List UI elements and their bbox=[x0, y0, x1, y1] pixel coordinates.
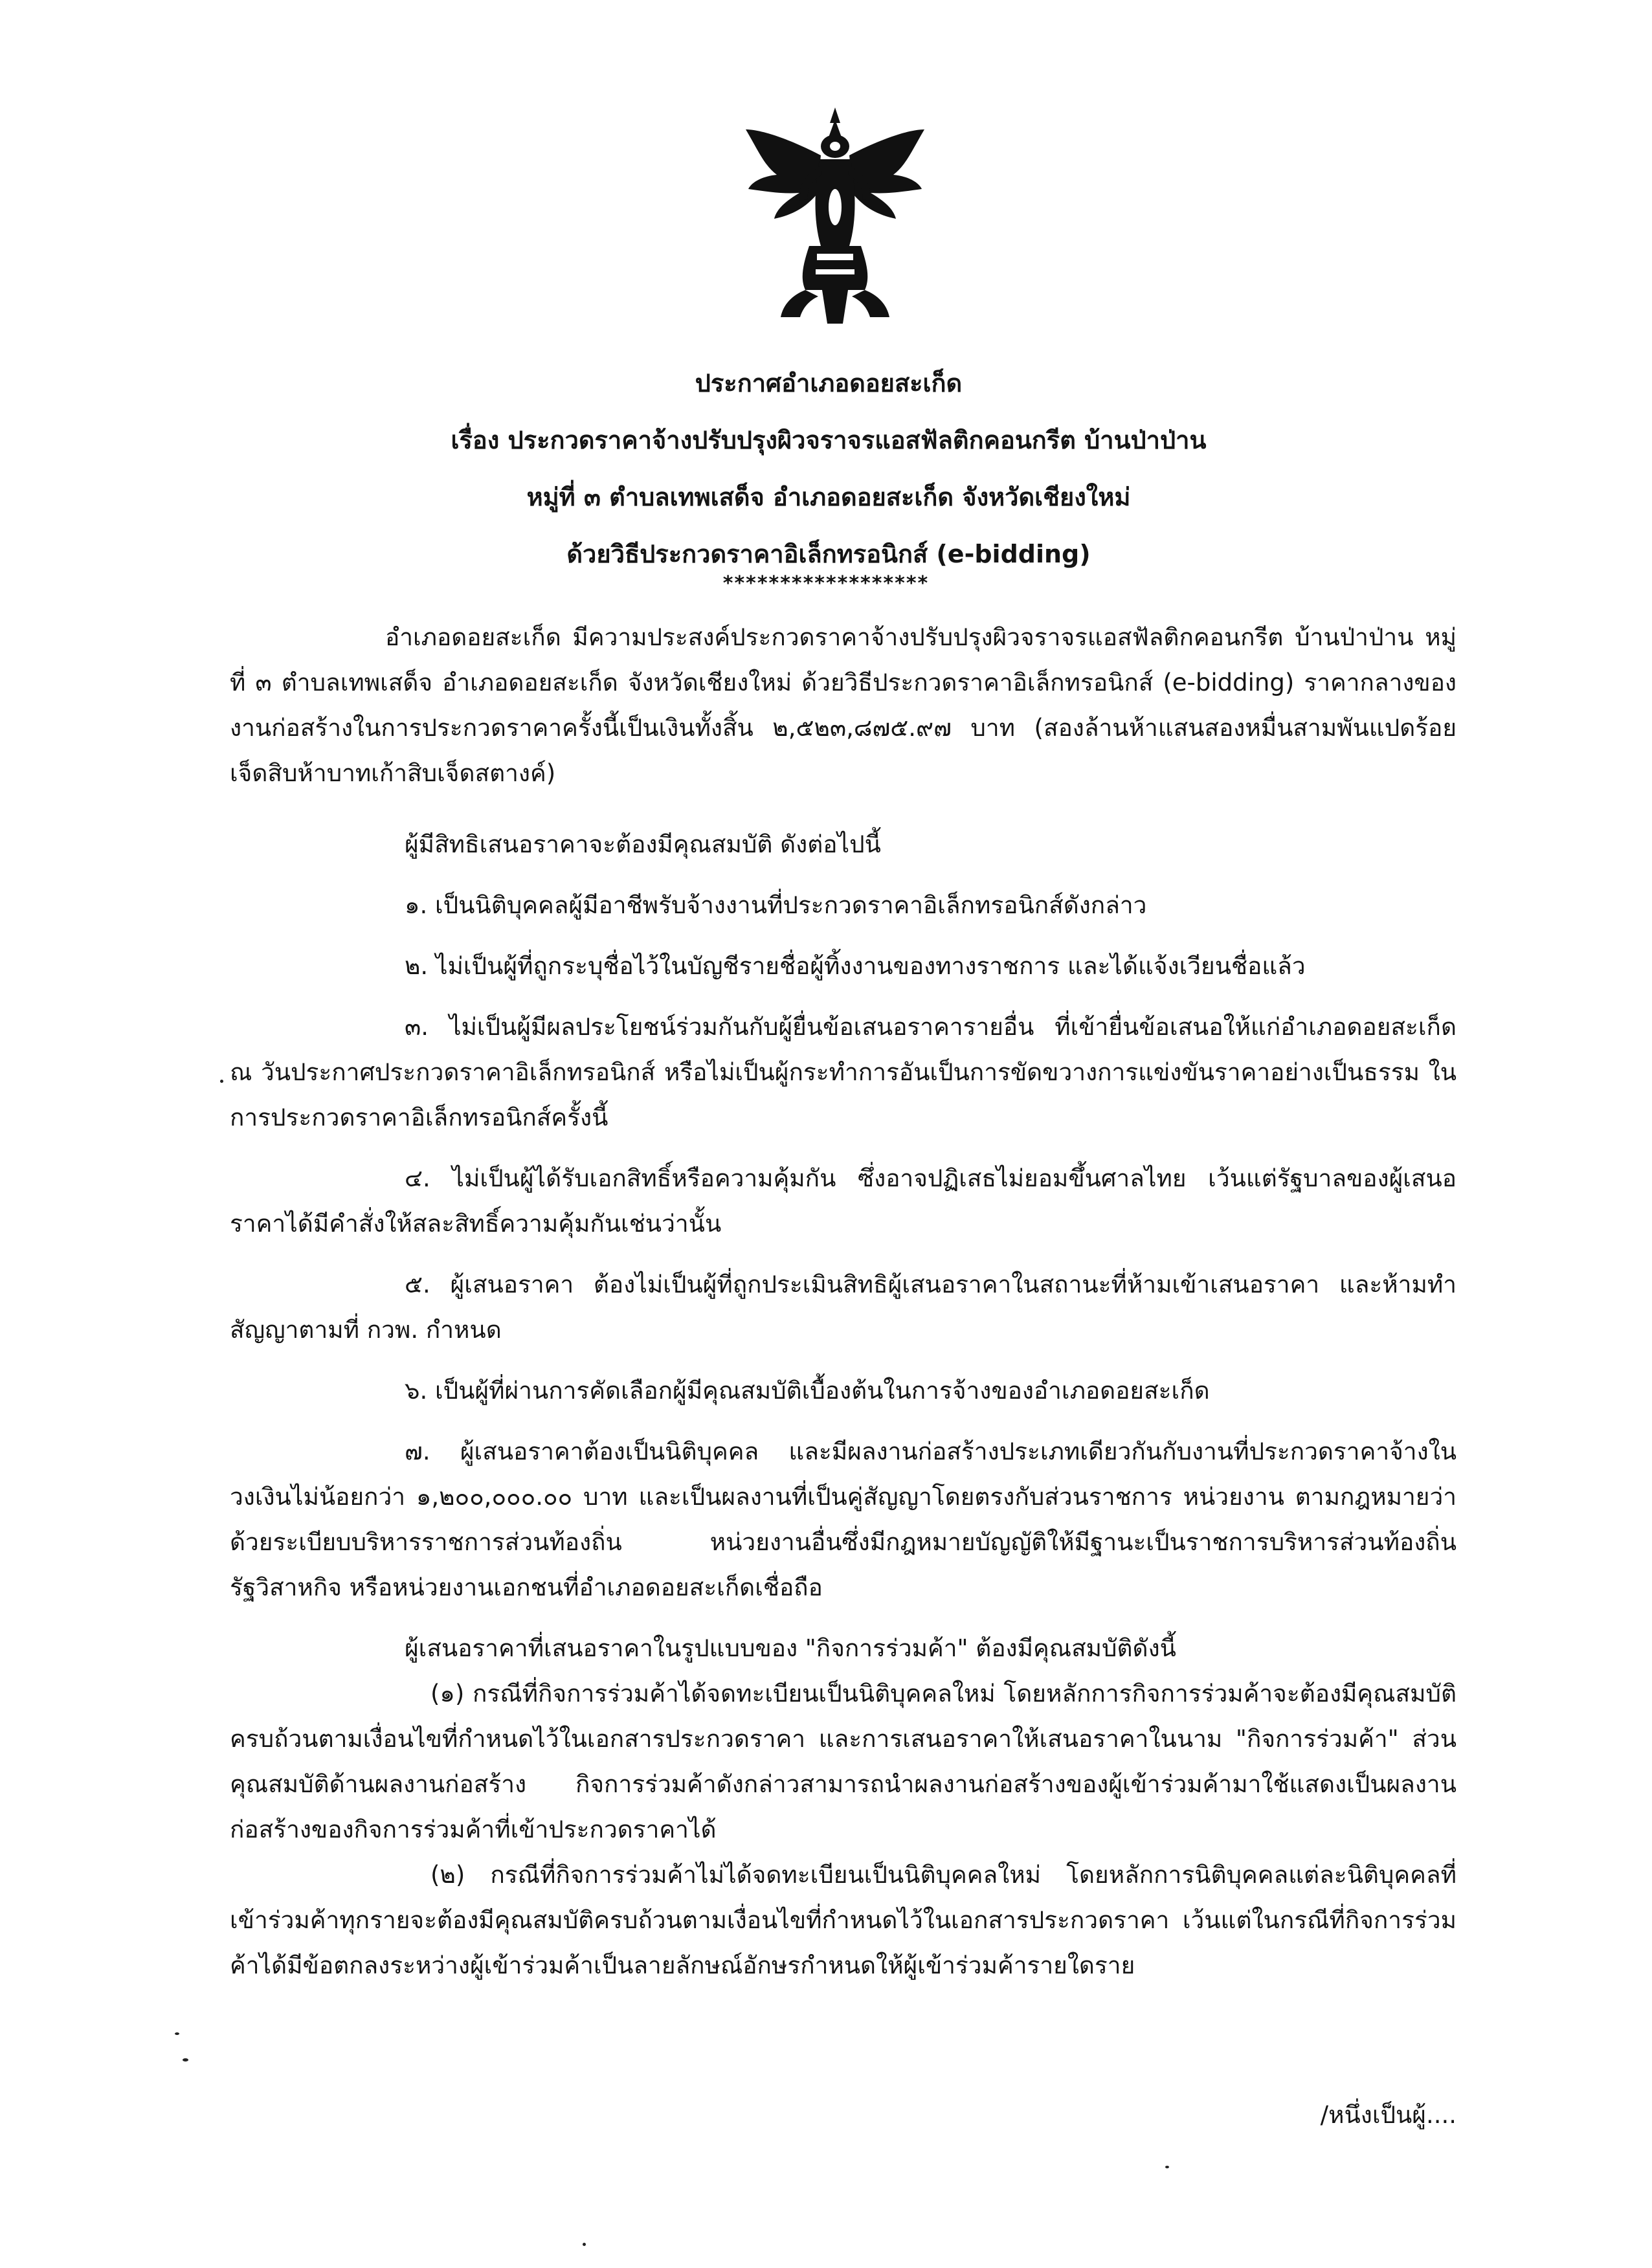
heading-line-method: ด้วยวิธีประกวดราคาอิเล็กทรอนิกส์ (e-bidding) bbox=[566, 540, 1091, 568]
separator-stars: ****************** bbox=[722, 572, 930, 595]
qualification-item: ๔. ไม่เป็นผู้ได้รับเอกสิทธิ์หรือความคุ้มกัน ซึ่งอาจปฏิเสธไม่ยอมขึ้นศาลไทย เว้นแต่รัฐบาลของผู้เสนอราคาได้มีคำสั่งให้สละสิทธิ์ความคุ้มกันเช่นว่านั้น bbox=[230, 1164, 1457, 1238]
heading-line-subject: เรื่อง ประกวดราคาจ้างปรับปรุงผิวจราจรแอสฟัลติกคอนกรีต บ้านป่าป่าน bbox=[451, 426, 1207, 454]
qualification-item: ๗. ผู้เสนอราคาต้องเป็นนิติบุคคล และมีผลงานก่อสร้างประเภทเดียวกันกับงานที่ประกวดราคาจ้างในวงเงินไม่น้อยกว่า ๑,๒๐๐,๐๐๐.๐๐ บาท และเป็นผลงานที่เป็นคู่สัญญาโดยตรงกับส่วนราชการ หน่วยงาน ตามกฎหมายว่าด้วยระเบียบบริหารราชการส่วนท้องถิ่น หน่วยงานอื่นซึ่งมีกฎหมายบัญญัติให้มีฐานะเป็นราชการบริหารส่วนท้องถิ่น รัฐวิสาหกิจ หรือหน่วยงานเอกชนที่อำเภอดอยสะเก็ดเชื่อถือ bbox=[230, 1438, 1457, 1601]
document-body bbox=[230, 615, 1457, 1988]
joint-venture-intro: ผู้เสนอราคาที่เสนอราคาในรูปแบบของ "กิจการร่วมค้า" ต้องมีคุณสมบัติดังนี้ bbox=[405, 1634, 1176, 1662]
page-continuation: /หนึ่งเป็นผู้.... bbox=[1320, 2101, 1457, 2129]
qualification-item: ๓. ไม่เป็นผู้มีผลประโยชน์ร่วมกันกับผู้ยื่นข้อเสนอราคารายอื่น ที่เข้ายื่นข้อเสนอให้แก่อำเภอดอยสะเก็ด ณ วันประกาศประกวดราคาอิเล็กทรอนิกส์ หรือไม่เป็นผู้กระทำการอันเป็นการขัดขวางการแข่งขันราคาอย่างเป็นธรรม ในการประกวดราคาอิเล็กทรอนิกส์ครั้งนี้ bbox=[230, 1013, 1457, 1131]
document-heading bbox=[194, 355, 1463, 583]
heading-line-office: ประกาศอำเภอดอยสะเก็ด bbox=[695, 369, 963, 397]
scan-speck bbox=[183, 2058, 188, 2062]
joint-venture-item: (๒) กรณีที่กิจการร่วมค้าไม่ได้จดทะเบียนเป็นนิติบุคคลใหม่ โดยหลักการนิติบุคคลแต่ละนิติบุคคลที่เข้าร่วมค้าทุกรายจะต้องมีคุณสมบัติครบถ้วนตามเงื่อนไขที่กำหนดไว้ในเอกสารประกวดราคา เว้นแต่ในกรณีที่กิจการร่วมค้าได้มีข้อตกลงระหว่างผู้เข้าร่วมค้าเป็นลายลักษณ์อักษรกำหนดให้ผู้เข้าร่วมค้ารายใดราย bbox=[230, 1861, 1457, 1979]
qualification-item: ๕. ผู้เสนอราคา ต้องไม่เป็นผู้ที่ถูกประเมินสิทธิผู้เสนอราคาในสถานะที่ห้ามเข้าเสนอราคา และห้ามทำสัญญาตามที่ กวพ. กำหนด bbox=[230, 1271, 1457, 1344]
qualifications-intro: ผู้มีสิทธิเสนอราคาจะต้องมีคุณสมบัติ ดังต่อไปนี้ bbox=[405, 830, 881, 858]
scan-speck bbox=[175, 2032, 179, 2035]
qualification-item: ๒. ไม่เป็นผู้ที่ถูกระบุชื่อไว้ในบัญชีรายชื่อผู้ทิ้งงานของทางราชการ และได้แจ้งเวียนชื่อแล้ว bbox=[405, 952, 1306, 980]
scan-speck bbox=[583, 2243, 586, 2246]
joint-venture-item: (๑) กรณีที่กิจการร่วมค้าได้จดทะเบียนเป็นนิติบุคคลใหม่ โดยหลักการกิจการร่วมค้าจะต้องมีคุณสมบัติครบถ้วนตามเงื่อนไขที่กำหนดไว้ในเอกสารประกวดราคา และการเสนอราคาให้เสนอราคาในนาม "กิจการร่วมค้า" ส่วนคุณสมบัติด้านผลงานก่อสร้าง กิจการร่วมค้าดังกล่าวสามารถนำผลงานก่อสร้างของผู้เข้าร่วมค้ามาใช้แสดงเป็นผลงานก่อสร้างของกิจการร่วมค้าที่เข้าประกวดราคาได้ bbox=[230, 1680, 1457, 1843]
scan-speck bbox=[220, 1080, 223, 1083]
scan-speck bbox=[1165, 2166, 1169, 2168]
heading-line-location: หมู่ที่ ๓ ตำบลเทพเสด็จ อำเภอดอยสะเก็ด จังหวัดเชียงใหม่ bbox=[526, 483, 1131, 511]
intro-paragraph: อำเภอดอยสะเก็ด มีความประสงค์ประกวดราคาจ้างปรับปรุงผิวจราจรแอสฟัลติกคอนกรีต บ้านป่าป่าน หมู่ที่ ๓ ตำบลเทพเสด็จ อำเภอดอยสะเก็ด จังหวัดเชียงใหม่ ด้วยวิธีประกวดราคาอิเล็กทรอนิกส์ (e-bidding) ราคากลางของงานก่อสร้างในการประกวดราคาครั้งนี้เป็นเงินทั้งสิ้น ๒,๕๒๓,๘๗๕.๙๗ บาท (สองล้านห้าแสนสองหมื่นสามพันแปดร้อยเจ็ดสิบห้าบาทเก้าสิบเจ็ดสตางค์) bbox=[230, 623, 1457, 787]
qualification-item: ๖. เป็นผู้ที่ผ่านการคัดเลือกผู้มีคุณสมบัติเบื้องต้นในการจ้างของอำเภอดอยสะเก็ด bbox=[405, 1377, 1210, 1405]
garuda-emblem-icon bbox=[738, 104, 932, 330]
qualification-item: ๑. เป็นนิติบุคคลผู้มีอาชีพรับจ้างงานที่ประกวดราคาอิเล็กทรอนิกส์ดังกล่าว bbox=[405, 891, 1147, 919]
